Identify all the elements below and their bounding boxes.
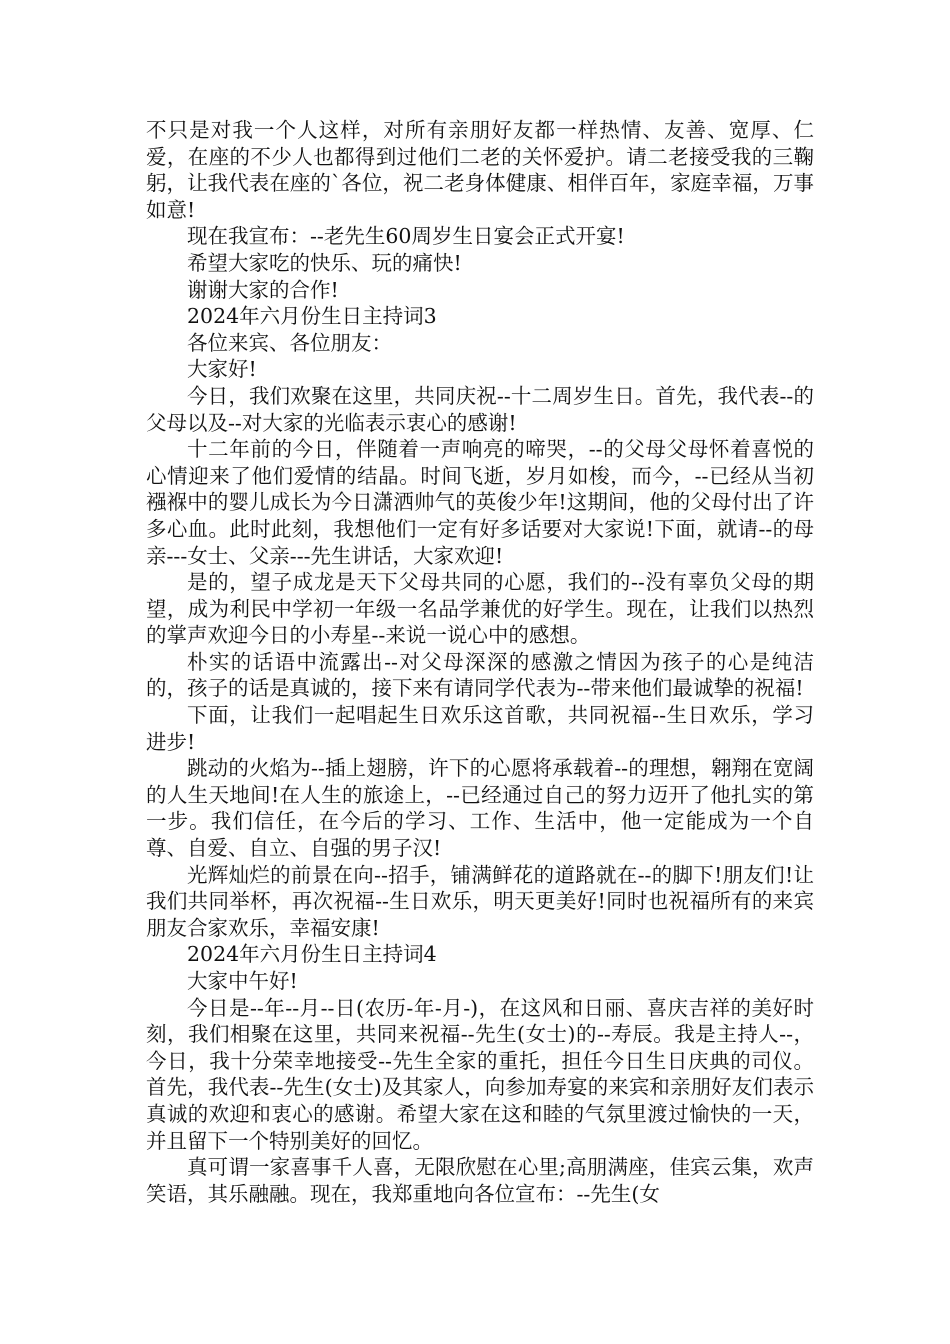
document-body — [146, 117, 814, 1207]
paragraph-birthday-song: 下面，让我们一起唱起生日欢乐这首歌，共同祝福--生日欢乐，学习进步! — [146, 703, 814, 754]
paragraph-thanks: 谢谢大家的合作! — [187, 277, 339, 302]
paragraph-greeting-guests: 各位来宾、各位朋友： — [187, 330, 392, 355]
paragraph-parents-hope: 是的，望子成龙是天下父母共同的心愿，我们的--没有辜负父母的期望，成为利民中学初一年级一名品学兼优的好学生。现在，让我们以热烈的掌声欢迎今日的小寿星--来说一说心中的感想。 — [146, 570, 814, 648]
paragraph-enjoy-wish: 希望大家吃的快乐、玩的痛快! — [187, 250, 462, 275]
paragraph-celebration-intro: 今日，我们欢聚在这里，共同庆祝--十二周岁生日。首先，我代表--的父母以及--对大家的光临表示衷心的感谢! — [146, 383, 814, 435]
paragraph-longevity-intro: 今日是--年--月--日(农历-年-月-)，在这风和日丽、喜庆吉祥的美好时刻，我们相聚在这里，共同来祝福--先生(女士)的--寿辰。我是主持人--，今日，我十分荣幸地接受--先生全家的重托，担任今日生日庆典的司仪。首先，我代表--先生(女士)及其家人，向参加寿宴的来宾和亲朋好友们表示真诚的欢迎和衷心的感谢。希望大家在这和睦的气氛里渡过愉快的一天，并且留下一个特别美好的回忆。 — [146, 995, 814, 1153]
paragraph-candle-wish: 跳动的火焰为--插上翅膀，许下的心愿将承载着--的理想，翱翔在宽阔的人生天地间!在人生的旅途上，--已经通过自己的努力迈开了他扎实的第一步。我们信任，在今后的学习、工作、生活中，他一定能成为一个自尊、自爱、自立、自强的男子汉! — [146, 756, 814, 861]
section-heading-4: 2024年六月份生日主持词4 — [187, 942, 437, 967]
paragraph-hello: 大家好! — [187, 357, 257, 382]
paragraph-joyful-gathering: 真可谓一家喜事千人喜，无限欣慰在心里;高朋满座，佳宾云集，欢声笑语，其乐融融。现在，我郑重地向各位宣布：--先生(女 — [146, 1155, 814, 1206]
paragraph-toast: 光辉灿烂的前景在向--招手，铺满鲜花的道路就在--的脚下!朋友们!让我们共同举杯，再次祝福--生日欢乐，明天更美好!同时也祝福所有的来宾朋友合家欢乐，幸福安康! — [146, 862, 814, 940]
paragraph-good-noon: 大家中午好! — [187, 969, 298, 993]
paragraph-blessing-closing: 不只是对我一个人这样，对所有亲朋好友都一样热情、友善、宽厚、仁爱，在座的不少人也都得到过他们二老的关怀爱护。请二老接受我的三鞠躬，让我代表在座的`各位，祝二老身体健康、相伴百年，家庭幸福，万事如意! — [146, 118, 814, 222]
paragraph-twelve-years: 十二年前的今日，伴随着一声响亮的啼哭，--的父母父母怀着喜悦的心情迎来了他们爱情的结晶。时间飞逝，岁月如梭，而今，--已经从当初襁褓中的婴儿成长为今日潇洒帅气的英俊少年!这期间，他的父母付出了许多心血。此时此刻，我想他们一定有好多话要对大家说!下面，就请--的母亲---女士、父亲---先生讲话，大家欢迎! — [146, 437, 814, 568]
paragraph-banquet-announcement: 现在我宣布：--老先生60周岁生日宴会正式开宴! — [187, 224, 625, 249]
paragraph-classmate-blessing: 朴实的话语中流露出--对父母深深的感激之情因为孩子的心是纯洁的，孩子的话是真诚的，接下来有请同学代表为--带来他们最诚挚的祝福! — [146, 649, 814, 701]
section-heading-3: 2024年六月份生日主持词3 — [187, 304, 437, 329]
